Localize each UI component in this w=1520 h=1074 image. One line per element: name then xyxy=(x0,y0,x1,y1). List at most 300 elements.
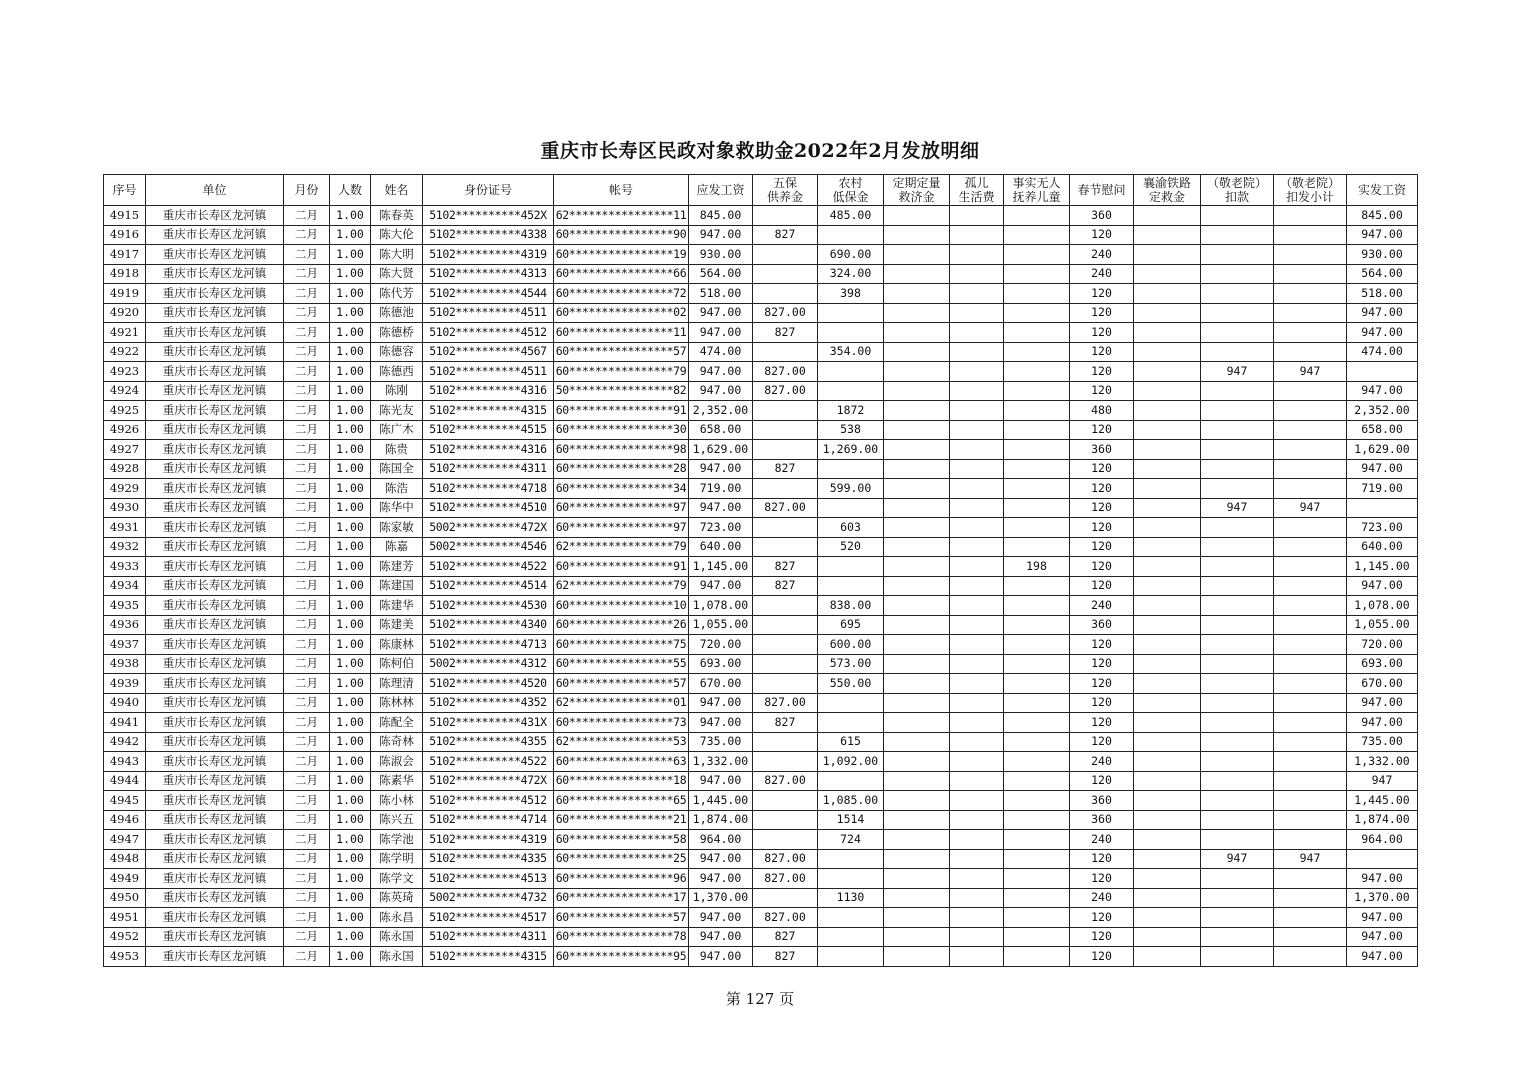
cell-nursing-deduction xyxy=(1201,732,1274,752)
cell-unsupported-child xyxy=(1004,225,1070,245)
cell-unit: 重庆市长寿区龙河镇 xyxy=(146,225,284,245)
cell-nursing-deduction xyxy=(1201,947,1274,967)
cell-dingqi xyxy=(884,830,950,850)
cell-dingqi xyxy=(884,245,950,265)
cell-id-number: 5102**********4520 xyxy=(423,674,554,694)
cell-final-pay: 1,629.00 xyxy=(1347,440,1418,460)
cell-account: 60****************21 xyxy=(554,810,689,830)
cell-unit: 重庆市长寿区龙河镇 xyxy=(146,810,284,830)
cell-id-number: 5102**********4522 xyxy=(423,752,554,772)
cell-orphan xyxy=(950,635,1004,655)
cell-month: 二月 xyxy=(284,752,330,772)
cell-month: 二月 xyxy=(284,557,330,577)
cell-payable: 518.00 xyxy=(689,284,753,304)
cell-dibao: 1514 xyxy=(818,810,884,830)
cell-final-pay: 947.00 xyxy=(1347,693,1418,713)
cell-account: 60****************26 xyxy=(554,615,689,635)
cell-people: 1.00 xyxy=(330,869,371,889)
cell-wubao xyxy=(753,284,818,304)
cell-wubao xyxy=(753,440,818,460)
cell-people: 1.00 xyxy=(330,401,371,421)
cell-dibao: 550.00 xyxy=(818,674,884,694)
cell-seq: 4936 xyxy=(104,615,146,635)
column-header-account: 帐号 xyxy=(554,175,689,206)
cell-payable: 1,078.00 xyxy=(689,596,753,616)
cell-account: 60****************72 xyxy=(554,284,689,304)
cell-unit: 重庆市长寿区龙河镇 xyxy=(146,713,284,733)
cell-seq: 4923 xyxy=(104,362,146,382)
cell-dibao xyxy=(818,303,884,323)
table-row xyxy=(104,654,1418,674)
cell-people: 1.00 xyxy=(330,342,371,362)
cell-nursing-deduction xyxy=(1201,596,1274,616)
cell-account: 60****************78 xyxy=(554,927,689,947)
cell-orphan xyxy=(950,888,1004,908)
cell-final-pay: 947 xyxy=(1347,771,1418,791)
cell-orphan xyxy=(950,518,1004,538)
cell-people: 1.00 xyxy=(330,596,371,616)
cell-xiangyu-railway xyxy=(1134,537,1201,557)
cell-nursing-subtotal xyxy=(1274,596,1347,616)
table-row xyxy=(104,518,1418,538)
cell-orphan xyxy=(950,342,1004,362)
cell-nursing-subtotal xyxy=(1274,927,1347,947)
cell-nursing-deduction xyxy=(1201,323,1274,343)
cell-nursing-subtotal: 947 xyxy=(1274,362,1347,382)
cell-unsupported-child xyxy=(1004,869,1070,889)
cell-dibao: 695 xyxy=(818,615,884,635)
cell-final-pay: 518.00 xyxy=(1347,284,1418,304)
cell-account: 60****************95 xyxy=(554,947,689,967)
cell-xiangyu-railway xyxy=(1134,752,1201,772)
cell-people: 1.00 xyxy=(330,771,371,791)
cell-wubao xyxy=(753,830,818,850)
cell-unsupported-child xyxy=(1004,518,1070,538)
cell-final-pay: 947.00 xyxy=(1347,947,1418,967)
cell-id-number: 5102**********4355 xyxy=(423,732,554,752)
cell-name: 陈建华 xyxy=(371,596,423,616)
cell-people: 1.00 xyxy=(330,849,371,869)
cell-xiangyu-railway xyxy=(1134,771,1201,791)
cell-nursing-deduction xyxy=(1201,518,1274,538)
cell-spring-festival: 120 xyxy=(1070,498,1134,518)
cell-payable: 564.00 xyxy=(689,264,753,284)
cell-dingqi xyxy=(884,518,950,538)
cell-nursing-deduction xyxy=(1201,284,1274,304)
cell-account: 60****************18 xyxy=(554,771,689,791)
table-row xyxy=(104,674,1418,694)
cell-nursing-deduction xyxy=(1201,615,1274,635)
cell-name: 陈光友 xyxy=(371,401,423,421)
cell-people: 1.00 xyxy=(330,557,371,577)
column-header-final-pay: 实发工资 xyxy=(1347,175,1418,206)
cell-spring-festival: 120 xyxy=(1070,284,1134,304)
cell-seq: 4942 xyxy=(104,732,146,752)
cell-nursing-deduction: 947 xyxy=(1201,362,1274,382)
cell-unit: 重庆市长寿区龙河镇 xyxy=(146,362,284,382)
cell-dibao: 1,085.00 xyxy=(818,791,884,811)
cell-nursing-deduction xyxy=(1201,752,1274,772)
cell-account: 62****************11 xyxy=(554,206,689,226)
cell-month: 二月 xyxy=(284,654,330,674)
cell-payable: 1,332.00 xyxy=(689,752,753,772)
table-row xyxy=(104,791,1418,811)
cell-unit: 重庆市长寿区龙河镇 xyxy=(146,947,284,967)
cell-people: 1.00 xyxy=(330,908,371,928)
cell-spring-festival: 120 xyxy=(1070,225,1134,245)
cell-dingqi xyxy=(884,459,950,479)
cell-xiangyu-railway xyxy=(1134,596,1201,616)
cell-final-pay: 719.00 xyxy=(1347,479,1418,499)
cell-wubao xyxy=(753,596,818,616)
cell-unsupported-child xyxy=(1004,596,1070,616)
table-row xyxy=(104,771,1418,791)
cell-orphan xyxy=(950,596,1004,616)
table-row xyxy=(104,264,1418,284)
cell-people: 1.00 xyxy=(330,791,371,811)
cell-unsupported-child xyxy=(1004,420,1070,440)
cell-month: 二月 xyxy=(284,830,330,850)
cell-dibao xyxy=(818,771,884,791)
cell-final-pay: 1,874.00 xyxy=(1347,810,1418,830)
table-row xyxy=(104,459,1418,479)
table-row xyxy=(104,752,1418,772)
cell-wubao xyxy=(753,615,818,635)
cell-name: 陈英琦 xyxy=(371,888,423,908)
cell-month: 二月 xyxy=(284,732,330,752)
cell-name: 陈康林 xyxy=(371,635,423,655)
cell-xiangyu-railway xyxy=(1134,674,1201,694)
cell-id-number: 5102**********4340 xyxy=(423,615,554,635)
cell-wubao xyxy=(753,401,818,421)
cell-unsupported-child xyxy=(1004,245,1070,265)
cell-month: 二月 xyxy=(284,381,330,401)
cell-payable: 1,055.00 xyxy=(689,615,753,635)
cell-name: 陈素华 xyxy=(371,771,423,791)
cell-dibao xyxy=(818,576,884,596)
cell-account: 60****************91 xyxy=(554,401,689,421)
cell-month: 二月 xyxy=(284,245,330,265)
cell-spring-festival: 240 xyxy=(1070,264,1134,284)
cell-spring-festival: 360 xyxy=(1070,810,1134,830)
cell-orphan xyxy=(950,420,1004,440)
cell-seq: 4917 xyxy=(104,245,146,265)
cell-xiangyu-railway xyxy=(1134,342,1201,362)
cell-month: 二月 xyxy=(284,323,330,343)
cell-payable: 2,352.00 xyxy=(689,401,753,421)
table-row xyxy=(104,713,1418,733)
cell-id-number: 5102**********4352 xyxy=(423,693,554,713)
cell-dingqi xyxy=(884,401,950,421)
cell-nursing-deduction xyxy=(1201,225,1274,245)
cell-wubao: 827 xyxy=(753,947,818,967)
cell-nursing-subtotal xyxy=(1274,576,1347,596)
cell-name: 陈德桥 xyxy=(371,323,423,343)
cell-seq: 4918 xyxy=(104,264,146,284)
cell-id-number: 5102**********4316 xyxy=(423,381,554,401)
cell-xiangyu-railway xyxy=(1134,810,1201,830)
cell-orphan xyxy=(950,576,1004,596)
cell-seq: 4925 xyxy=(104,401,146,421)
cell-nursing-deduction xyxy=(1201,303,1274,323)
table-row xyxy=(104,342,1418,362)
cell-dingqi xyxy=(884,576,950,596)
cell-spring-festival: 120 xyxy=(1070,479,1134,499)
cell-month: 二月 xyxy=(284,479,330,499)
cell-id-number: 5102**********4315 xyxy=(423,401,554,421)
cell-final-pay: 947.00 xyxy=(1347,576,1418,596)
cell-nursing-subtotal xyxy=(1274,674,1347,694)
cell-unsupported-child xyxy=(1004,303,1070,323)
cell-nursing-deduction xyxy=(1201,771,1274,791)
cell-dibao xyxy=(818,869,884,889)
cell-dibao: 838.00 xyxy=(818,596,884,616)
column-header-month: 月份 xyxy=(284,175,330,206)
cell-name: 陈嘉 xyxy=(371,537,423,557)
cell-nursing-deduction xyxy=(1201,537,1274,557)
cell-orphan xyxy=(950,615,1004,635)
cell-unsupported-child xyxy=(1004,615,1070,635)
cell-dingqi xyxy=(884,947,950,967)
cell-name: 陈刚 xyxy=(371,381,423,401)
cell-dingqi xyxy=(884,557,950,577)
cell-orphan xyxy=(950,537,1004,557)
cell-seq: 4935 xyxy=(104,596,146,616)
cell-spring-festival: 120 xyxy=(1070,342,1134,362)
cell-nursing-subtotal xyxy=(1274,654,1347,674)
cell-name: 陈广木 xyxy=(371,420,423,440)
cell-dingqi xyxy=(884,537,950,557)
cell-spring-festival: 240 xyxy=(1070,888,1134,908)
cell-final-pay: 947.00 xyxy=(1347,713,1418,733)
cell-people: 1.00 xyxy=(330,264,371,284)
cell-wubao: 827 xyxy=(753,459,818,479)
cell-unsupported-child xyxy=(1004,674,1070,694)
cell-id-number: 5002**********4732 xyxy=(423,888,554,908)
cell-wubao xyxy=(753,518,818,538)
cell-wubao: 827.00 xyxy=(753,303,818,323)
page-title: 重庆市长寿区民政对象救助金2022年2月发放明细 xyxy=(540,140,980,162)
cell-spring-festival: 120 xyxy=(1070,674,1134,694)
cell-final-pay: 2,352.00 xyxy=(1347,401,1418,421)
cell-month: 二月 xyxy=(284,849,330,869)
cell-month: 二月 xyxy=(284,342,330,362)
cell-seq: 4948 xyxy=(104,849,146,869)
cell-spring-festival: 120 xyxy=(1070,537,1134,557)
cell-unsupported-child xyxy=(1004,830,1070,850)
cell-dibao xyxy=(818,849,884,869)
cell-seq: 4953 xyxy=(104,947,146,967)
cell-orphan xyxy=(950,245,1004,265)
cell-people: 1.00 xyxy=(330,225,371,245)
cell-payable: 947.00 xyxy=(689,498,753,518)
cell-dibao: 1,092.00 xyxy=(818,752,884,772)
column-header-dibao: 农村 低保金 xyxy=(818,175,884,206)
cell-final-pay xyxy=(1347,498,1418,518)
cell-nursing-subtotal xyxy=(1274,830,1347,850)
cell-wubao: 827 xyxy=(753,323,818,343)
cell-final-pay: 947.00 xyxy=(1347,869,1418,889)
cell-spring-festival: 120 xyxy=(1070,654,1134,674)
cell-month: 二月 xyxy=(284,713,330,733)
cell-seq: 4938 xyxy=(104,654,146,674)
cell-nursing-deduction xyxy=(1201,576,1274,596)
cell-unit: 重庆市长寿区龙河镇 xyxy=(146,381,284,401)
cell-wubao: 827.00 xyxy=(753,381,818,401)
cell-nursing-deduction xyxy=(1201,264,1274,284)
cell-xiangyu-railway xyxy=(1134,206,1201,226)
table-row xyxy=(104,693,1418,713)
cell-unsupported-child xyxy=(1004,498,1070,518)
cell-nursing-subtotal xyxy=(1274,615,1347,635)
cell-spring-festival: 120 xyxy=(1070,303,1134,323)
cell-dibao xyxy=(818,323,884,343)
cell-id-number: 5102**********4512 xyxy=(423,323,554,343)
cell-nursing-deduction xyxy=(1201,888,1274,908)
cell-payable: 947.00 xyxy=(689,849,753,869)
cell-month: 二月 xyxy=(284,576,330,596)
cell-account: 60****************65 xyxy=(554,791,689,811)
table-row xyxy=(104,420,1418,440)
table-row xyxy=(104,557,1418,577)
cell-spring-festival: 120 xyxy=(1070,323,1134,343)
column-header-seq: 序号 xyxy=(104,175,146,206)
cell-xiangyu-railway xyxy=(1134,381,1201,401)
cell-final-pay: 947.00 xyxy=(1347,323,1418,343)
cell-seq: 4928 xyxy=(104,459,146,479)
cell-unsupported-child xyxy=(1004,342,1070,362)
cell-unsupported-child xyxy=(1004,888,1070,908)
cell-wubao: 827.00 xyxy=(753,869,818,889)
cell-nursing-subtotal xyxy=(1274,791,1347,811)
cell-dingqi xyxy=(884,342,950,362)
cell-xiangyu-railway xyxy=(1134,888,1201,908)
cell-xiangyu-railway xyxy=(1134,732,1201,752)
cell-wubao xyxy=(753,479,818,499)
cell-id-number: 5102**********4511 xyxy=(423,362,554,382)
cell-people: 1.00 xyxy=(330,635,371,655)
cell-orphan xyxy=(950,362,1004,382)
cell-spring-festival: 120 xyxy=(1070,557,1134,577)
cell-dingqi xyxy=(884,635,950,655)
cell-unit: 重庆市长寿区龙河镇 xyxy=(146,303,284,323)
cell-account: 60****************97 xyxy=(554,518,689,538)
cell-nursing-subtotal xyxy=(1274,479,1347,499)
cell-unsupported-child xyxy=(1004,752,1070,772)
cell-month: 二月 xyxy=(284,362,330,382)
cell-unsupported-child xyxy=(1004,791,1070,811)
cell-nursing-deduction xyxy=(1201,401,1274,421)
cell-month: 二月 xyxy=(284,888,330,908)
cell-account: 60****************96 xyxy=(554,869,689,889)
cell-payable: 947.00 xyxy=(689,459,753,479)
cell-payable: 947.00 xyxy=(689,947,753,967)
cell-dibao xyxy=(818,713,884,733)
cell-name: 陈大明 xyxy=(371,245,423,265)
cell-dibao xyxy=(818,459,884,479)
cell-nursing-subtotal xyxy=(1274,810,1347,830)
cell-dingqi xyxy=(884,303,950,323)
cell-spring-festival: 120 xyxy=(1070,362,1134,382)
cell-dingqi xyxy=(884,323,950,343)
cell-unsupported-child xyxy=(1004,732,1070,752)
cell-payable: 947.00 xyxy=(689,323,753,343)
cell-orphan xyxy=(950,869,1004,889)
cell-orphan xyxy=(950,557,1004,577)
cell-id-number: 5102**********4338 xyxy=(423,225,554,245)
cell-month: 二月 xyxy=(284,869,330,889)
cell-seq: 4941 xyxy=(104,713,146,733)
cell-spring-festival: 120 xyxy=(1070,693,1134,713)
cell-dingqi xyxy=(884,206,950,226)
cell-payable: 720.00 xyxy=(689,635,753,655)
cell-nursing-deduction xyxy=(1201,381,1274,401)
cell-dibao xyxy=(818,947,884,967)
table-row xyxy=(104,284,1418,304)
cell-account: 60****************55 xyxy=(554,654,689,674)
cell-payable: 1,370.00 xyxy=(689,888,753,908)
cell-dingqi xyxy=(884,596,950,616)
cell-unit: 重庆市长寿区龙河镇 xyxy=(146,869,284,889)
cell-nursing-deduction xyxy=(1201,810,1274,830)
cell-unit: 重庆市长寿区龙河镇 xyxy=(146,849,284,869)
cell-wubao xyxy=(753,264,818,284)
cell-dingqi xyxy=(884,225,950,245)
column-header-id-number: 身份证号 xyxy=(423,175,554,206)
cell-dingqi xyxy=(884,264,950,284)
cell-name: 陈德容 xyxy=(371,342,423,362)
cell-name: 陈淑会 xyxy=(371,752,423,772)
cell-name: 陈代芳 xyxy=(371,284,423,304)
cell-payable: 947.00 xyxy=(689,908,753,928)
cell-dingqi xyxy=(884,849,950,869)
cell-xiangyu-railway xyxy=(1134,557,1201,577)
cell-orphan xyxy=(950,323,1004,343)
cell-month: 二月 xyxy=(284,537,330,557)
cell-dibao xyxy=(818,381,884,401)
cell-orphan xyxy=(950,654,1004,674)
cell-name: 陈贵 xyxy=(371,440,423,460)
cell-wubao xyxy=(753,420,818,440)
cell-wubao xyxy=(753,635,818,655)
table-row xyxy=(104,576,1418,596)
cell-wubao xyxy=(753,654,818,674)
cell-nursing-deduction xyxy=(1201,635,1274,655)
cell-spring-festival: 360 xyxy=(1070,206,1134,226)
cell-wubao xyxy=(753,245,818,265)
cell-people: 1.00 xyxy=(330,615,371,635)
column-header-unsupported-child: 事实无人 抚养儿童 xyxy=(1004,175,1070,206)
cell-month: 二月 xyxy=(284,596,330,616)
cell-nursing-subtotal xyxy=(1274,303,1347,323)
cell-dibao xyxy=(818,498,884,518)
cell-final-pay: 1,055.00 xyxy=(1347,615,1418,635)
cell-unit: 重庆市长寿区龙河镇 xyxy=(146,206,284,226)
cell-unit: 重庆市长寿区龙河镇 xyxy=(146,284,284,304)
table-row xyxy=(104,927,1418,947)
cell-payable: 640.00 xyxy=(689,537,753,557)
cell-people: 1.00 xyxy=(330,479,371,499)
cell-final-pay: 1,078.00 xyxy=(1347,596,1418,616)
cell-nursing-subtotal xyxy=(1274,537,1347,557)
table-row xyxy=(104,401,1418,421)
cell-dibao: 398 xyxy=(818,284,884,304)
cell-month: 二月 xyxy=(284,498,330,518)
cell-unit: 重庆市长寿区龙河镇 xyxy=(146,498,284,518)
cell-nursing-subtotal xyxy=(1274,518,1347,538)
cell-orphan xyxy=(950,206,1004,226)
cell-orphan xyxy=(950,440,1004,460)
